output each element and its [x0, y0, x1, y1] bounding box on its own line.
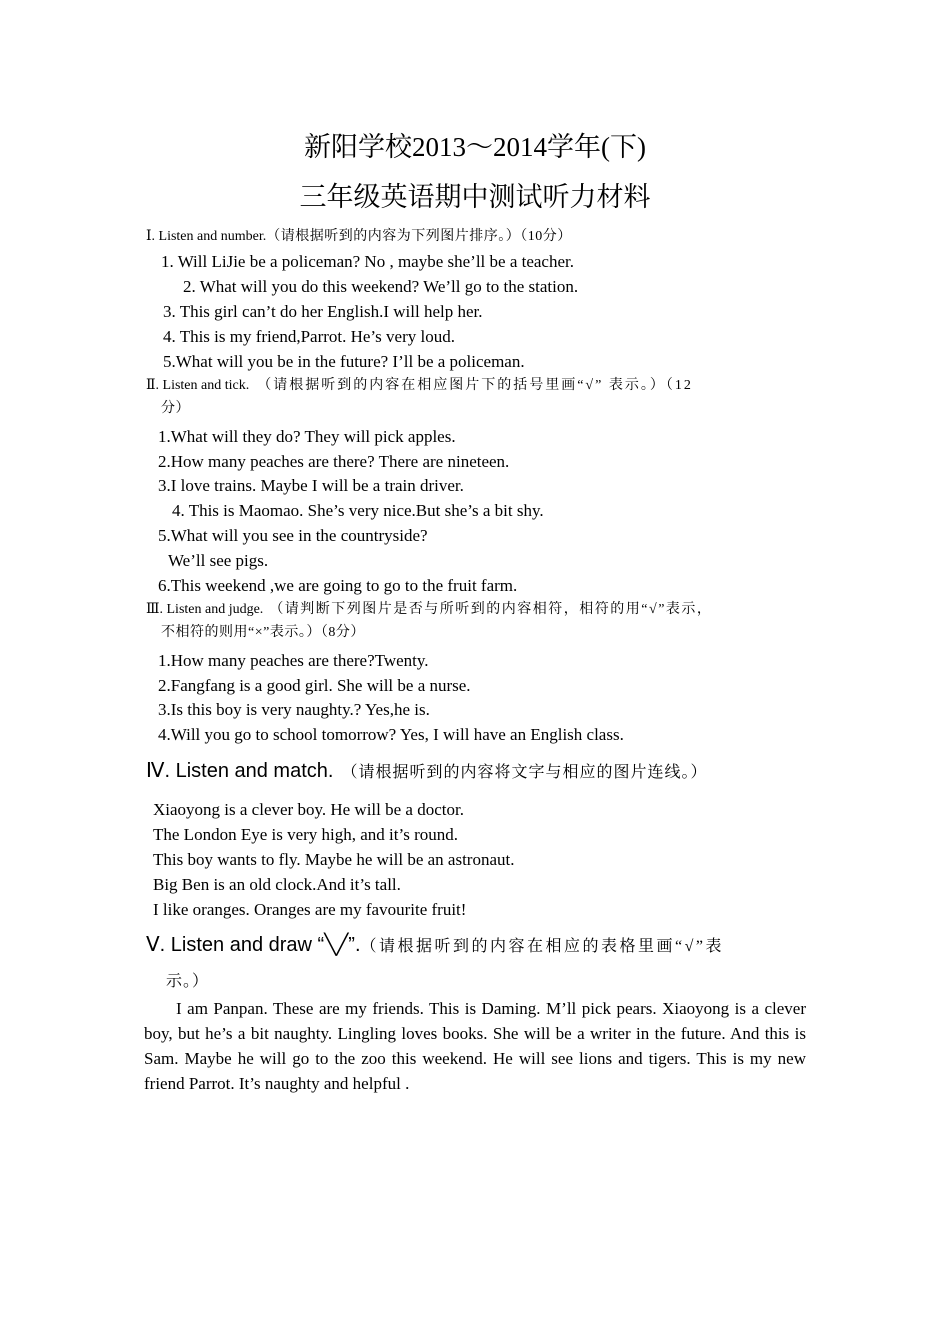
section-instruction-cont: 不相符的则用“×”表示。）（8分） — [161, 625, 365, 640]
section-heading: Ⅲ. Listen and judge. — [146, 602, 264, 617]
list-item: 3.Is this boy is very naughty.? Yes,he is. — [158, 700, 430, 719]
section-instruction-cont: 分） — [161, 401, 190, 416]
section-4-header — [146, 761, 707, 781]
list-item: 1. Will LiJie be a policeman? No , maybe she’ll be a teacher. — [161, 252, 574, 271]
list-item: 3.I love trains. Maybe I will be a train driver. — [158, 476, 464, 495]
section-instruction: （请根据听到的内容将文字与相应的图片连线。） — [341, 764, 708, 781]
document-title: 新阳学校2013～2014学年(下) — [304, 132, 646, 162]
list-item: 4. This is my friend,Parrot. He’s very loud. — [163, 327, 455, 346]
list-item: The London Eye is very high, and it’s round. — [153, 825, 459, 844]
list-item: This boy wants to fly. Maybe he will be an astronaut. — [153, 850, 515, 869]
section-heading: Ⅴ. Listen and draw “╲╱”. — [146, 934, 361, 956]
section-5-header — [146, 935, 724, 955]
list-item: We’ll see pigs. — [168, 551, 269, 570]
list-item: 1.How many peaches are there?Twenty. — [158, 651, 429, 670]
section-1-header — [146, 228, 572, 244]
section-5-paragraph: I am Panpan. These are my friends. This is Daming. M’ll pick pears. Xiaoyong is a clever boy, but he’s a bit naughty. Lingling loves books. She will be a writer in the future. And this is Sam. Maybe he will go to the zoo this weekend. He will see lions and tigers. This is my new friend Parrot. It’s naughty and helpful . — [144, 999, 806, 1093]
list-item: 5.What will you be in the future? I’ll be a policeman. — [163, 352, 525, 371]
list-item: Xiaoyong is a clever boy. He will be a doctor. — [153, 800, 464, 819]
section-instruction-cont: 示。） — [166, 973, 210, 990]
section-3-header — [146, 601, 712, 617]
section-heading: Ⅱ. Listen and tick. — [146, 378, 250, 393]
section-instruction: （请判断下列图片是否与所听到的内容相符，相符的用“√”表示， — [269, 602, 713, 617]
list-item: 1.What will they do? They will pick apples. — [158, 427, 456, 446]
section-instruction: （请根据听到的内容在相应的表格里画“√”表 — [360, 938, 725, 955]
list-item: 6.This weekend ,we are going to go to the fruit farm. — [158, 576, 518, 595]
section-heading: Ⅳ. Listen and match. — [146, 760, 334, 782]
document-subtitle: 三年级英语期中测试听力材料 — [299, 182, 651, 212]
section-instruction: （请根据听到的内容在相应图片下的括号里画“√” 表示。）（12 — [257, 378, 693, 393]
section-2-header — [146, 377, 693, 393]
list-item: 3. This girl can’t do her English.I will help her. — [163, 302, 483, 321]
section-instruction: （请根据听到的内容为下列图片排序。）（10分） — [266, 229, 572, 244]
list-item: 2.How many peaches are there? There are nineteen. — [158, 452, 510, 471]
section-heading: Ⅰ. Listen and number. — [146, 229, 267, 244]
list-item: 4.Will you go to school tomorrow? Yes, I will have an English class. — [158, 725, 624, 744]
list-item: I like oranges. Oranges are my favourite fruit! — [153, 900, 467, 919]
list-item: 2. What will you do this weekend? We’ll go to the station. — [183, 277, 579, 296]
list-item: 4. This is Maomao. She’s very nice.But she’s a bit shy. — [172, 501, 544, 520]
list-item: 2.Fangfang is a good girl. She will be a nurse. — [158, 676, 471, 695]
list-item: 5.What will you see in the countryside? — [158, 526, 428, 545]
list-item: Big Ben is an old clock.And it’s tall. — [153, 875, 401, 894]
